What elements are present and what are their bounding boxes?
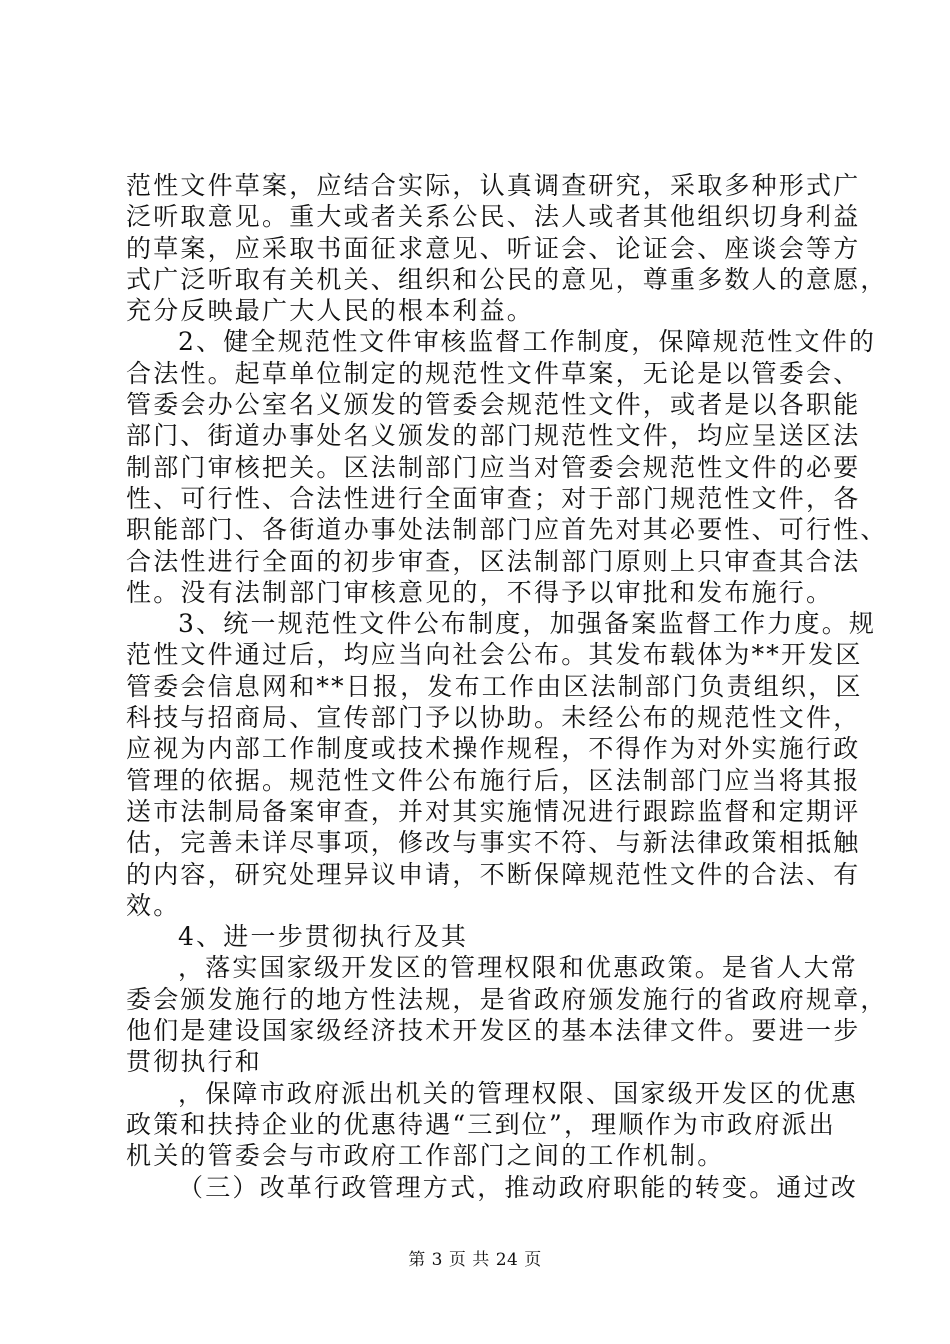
text-line: 效。 xyxy=(126,890,181,920)
text-line: 管委会信息网和**日报，发布工作由区法制部门负责组织，区 xyxy=(126,671,863,701)
text-line: 充分反映最广大人民的根本利益。 xyxy=(126,296,535,326)
text-line: 管理的依据。规范性文件公布施行后，区法制部门应当将其报 xyxy=(126,765,861,795)
text-line: ，保障市政府派出机关的管理权限、国家级开发区的优惠 xyxy=(178,1078,859,1108)
paragraph-3-start: 3、统一规范性文件公布制度，加强备案监督工作力度。规 xyxy=(178,609,877,639)
text-line: 的草案，应采取书面征求意见、听证会、论证会、座谈会等方 xyxy=(126,233,861,263)
text-line: 管委会办公室名义颁发的管委会规范性文件，或者是以各职能 xyxy=(126,390,861,420)
section-three-heading: （三）改革行政管理方式，推动政府职能的转变。通过改 xyxy=(178,1172,859,1202)
paragraph-2-start: 2、健全规范性文件审核监督工作制度，保障规范性文件的 xyxy=(178,327,877,357)
text-line: ，落实国家级开发区的管理权限和优惠政策。是省人大常 xyxy=(178,953,859,983)
text-line: 应视为内部工作制度或技术操作规程，不得作为对外实施行政 xyxy=(126,734,861,764)
text-line: 职能部门、各街道办事处法制部门应首先对其必要性、可行性、 xyxy=(126,515,888,545)
text-line: 部门、街道办事处名义颁发的部门规范性文件，均应呈送区法 xyxy=(126,421,861,451)
text-line: 贯彻执行和 xyxy=(126,1047,263,1077)
text-line: 合法性。起草单位制定的规范性文件草案，无论是以管委会、 xyxy=(126,358,861,388)
text-line: 制部门审核把关。区法制部门应当对管委会规范性文件的必要 xyxy=(126,452,861,482)
text-line: 机关的管委会与市政府工作部门之间的工作机制。 xyxy=(126,1141,725,1171)
text-line: 他们是建设国家级经济技术开发区的基本法律文件。要进一步 xyxy=(126,1016,861,1046)
paragraph-4-start: 4、进一步贯彻执行及其 xyxy=(178,922,469,952)
page-footer xyxy=(0,1245,950,1270)
page-number-label: 第 3 页 共 24 页 xyxy=(408,1250,542,1270)
text-line: 政策和扶持企业的优惠待遇“三到位”，理顺作为市政府派出 xyxy=(126,1109,836,1139)
text-line: 估，完善未详尽事项，修改与事实不符、与新法律政策相抵触 xyxy=(126,828,861,858)
text-line: 式广泛听取有关机关、组织和公民的意见，尊重多数人的意愿， xyxy=(126,264,888,294)
text-line: 委会颁发施行的地方性法规，是省政府颁发施行的省政府规章， xyxy=(126,984,888,1014)
document-body xyxy=(126,170,888,1203)
text-line: 科技与招商局、宣传部门予以协助。未经公布的规范性文件， xyxy=(126,703,861,733)
text-line: 的内容，研究处理异议申请，不断保障规范性文件的合法、有 xyxy=(126,859,861,889)
text-line: 性。没有法制部门审核意见的，不得予以审批和发布施行。 xyxy=(126,577,834,607)
text-line: 范性文件通过后，均应当向社会公布。其发布载体为**开发区 xyxy=(126,640,863,670)
text-line: 性、可行性、合法性进行全面审查；对于部门规范性文件，各 xyxy=(126,483,861,513)
text-line: 泛听取意见。重大或者关系公民、法人或者其他组织切身利益 xyxy=(126,202,861,232)
text-line: 合法性进行全面的初步审查，区法制部门原则上只审查其合法 xyxy=(126,546,861,576)
text-line: 范性文件草案，应结合实际，认真调查研究，采取多种形式广 xyxy=(126,171,861,200)
text-line: 送市法制局备案审查，并对其实施情况进行跟踪监督和定期评 xyxy=(126,796,861,826)
